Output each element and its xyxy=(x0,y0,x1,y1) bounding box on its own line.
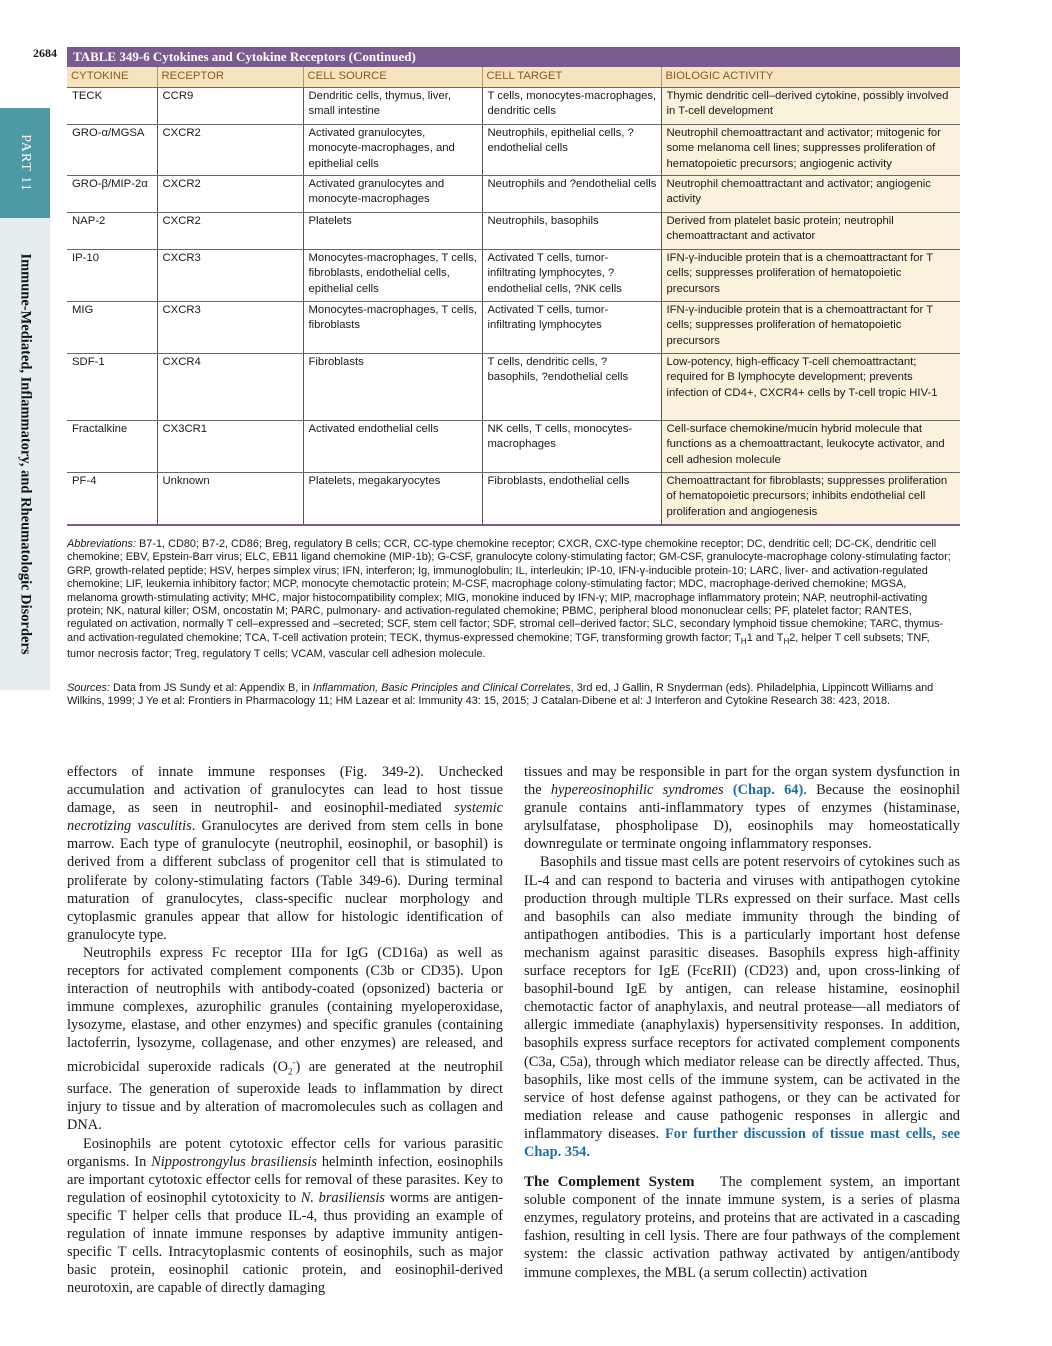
paragraph: Basophils and tissue mast cells are potent reservoirs of cytokines such as IL-4 and can respond to bacteria and viruses with antipathogen cytokine production through multiple TLRs expressed on their surface. Mast cells and basophils can also mediate immunity through the binding of antipathogen antibodies. This is a particularly important host defense mechanism against parasitic diseases. Basophils express high-affinity surface receptors for IgE (FcεRII) (CD23) and, upon cross-linking of basophil-bound IgE by antigen, can release histamine, eosinophil chemotactic factor of anaphylaxis, and neutral protease—all mediators of allergic immediate (anaphylaxis) hypersensitivity responses. In addition, basophils express surface receptors for activated complement components (C3a, C5a), through which mediator release can be directly affected. Thus, basophils, like most cells of the immune system, can be activated in the service of host defense against pathogens, or they can be activated for mediation release and cause pathogenic responses in allergic and inflammatory diseases. For further discussion of tissue mast cells, see Chap. 354. xyxy=(524,854,960,1160)
table-cell: CXCR2 xyxy=(157,125,303,176)
section-title: Immune-Mediated, Inflammatory, and Rheumatologic Disorders xyxy=(17,253,34,655)
column-header: CYTOKINE xyxy=(67,67,157,88)
table-cell: T cells, monocytes-macrophages, dendritic cells xyxy=(482,88,661,125)
chapter-link[interactable]: For further discussion of tissue mast cells, see Chap. 354. xyxy=(524,1125,960,1160)
table-cell: Thymic dendritic cell–derived cytokine, possibly involved in T-cell development xyxy=(661,88,960,125)
table-cell: Cell-surface chemokine/mucin hybrid molecule that functions as a chemoattractant, leukocyte activator, and cell adhesion molecule xyxy=(661,421,960,473)
table-row xyxy=(67,176,960,213)
table-cell: GRO-β/MIP-2α xyxy=(67,176,157,213)
table-row xyxy=(67,125,960,176)
left-column xyxy=(67,763,503,1297)
table-cell: CXCR3 xyxy=(157,250,303,302)
column-header: CELL SOURCE xyxy=(303,67,482,88)
page-number: 2684 xyxy=(33,46,57,60)
table-cell: Neutrophil chemoattractant and activator; angiogenic activity xyxy=(661,176,960,213)
paragraph: Eosinophils are potent cytotoxic effector cells for various parasitic organisms. In Nippostrongylus brasiliensis helminth infection, eosinophils are important cytotoxic effector cells for removal of these parasites. Key to regulation of eosinophil cytotoxicity to N. brasiliensis worms are antigen-specific T helper cells that produce IL-4, thus providing an example of regulation of innate immune responses by adaptive immunity antigen-specific T cells. Intracytoplasmic contents of eosinophils, such as major basic protein, eosinophil cationic protein, and eosinophil-derived neurotoxin, are capable of directly damaging xyxy=(67,1135,503,1297)
table-cell: TECK xyxy=(67,88,157,125)
table-cell: Activated T cells, tumor-infiltrating lymphocytes, ?endothelial cells, ?NK cells xyxy=(482,250,661,302)
table-cell: Neutrophil chemoattractant and activator; mitogenic for some melanoma cell lines; suppresses proliferation of hematopoietic precursors; angiogenic activity xyxy=(661,125,960,176)
table-cell: Monocytes-macrophages, T cells, fibroblasts xyxy=(303,302,482,354)
table-title: TABLE 349-6 Cytokines and Cytokine Receptors (Continued) xyxy=(67,47,960,67)
table-row xyxy=(67,213,960,250)
table-cell: CCR9 xyxy=(157,88,303,125)
paragraph: tissues and may be responsible in part for the organ system dysfunction in the hypereosinophilic syndromes (Chap. 64). Because the eosinophil granule contains anti-inflammatory types of enzymes (histaminase, arylsulfatase, phospholipase D), eosinophils may homeostatically downregulate or terminate ongoing inflammatory responses. xyxy=(524,764,961,853)
paragraph: The Complement System The complement system, an important soluble component of the innate immune system, is a series of plasma enzymes, regulatory proteins, and proteins that are activated in a cascading fashion, resulting in cell lysis. There are four pathways of the complement system: the classic activation pathway activated by antigen/antibody immune complexes, the MBL (a serum collectin) activation xyxy=(524,1174,960,1281)
table-cell: Activated T cells, tumor-infiltrating lymphocytes xyxy=(482,302,661,354)
table-row xyxy=(67,250,960,302)
table-grid xyxy=(67,67,960,526)
table-cell: Activated granulocytes, monocyte-macrophages, and epithelial cells xyxy=(303,125,482,176)
paragraph: Neutrophils express Fc receptor IIIa for IgG (CD16a) as well as receptors for activated complement components (C3b or CD35). Upon interaction of neutrophils with antibody-coated (opsonized) bacteria or immune complexes, azurophilic granules (containing myeloperoxidase, lysozyme, elastase, and other enzymes) and specific granules (containing lactoferrin, lysozyme, collagenase, and other enzymes) are released, and microbicidal superoxide radicals $(O_2^-)$ are generated at the neutrophil surface. The generation of superoxide leads to inflammation by direct injury to tissue and by alteration of macromolecules such as collagen and DNA. xyxy=(67,944,504,1134)
table-cell: SDF-1 xyxy=(67,354,157,421)
table-cell: CXCR2 xyxy=(157,213,303,250)
table-cell: Neutrophils, basophils xyxy=(482,213,661,250)
table-cell: IP-10 xyxy=(67,250,157,302)
right-column xyxy=(524,763,960,1282)
table-cell: Fractalkine xyxy=(67,421,157,473)
table-cell: Dendritic cells, thymus, liver, small intestine xyxy=(303,88,482,125)
table-cell: CXCR3 xyxy=(157,302,303,354)
table-row xyxy=(67,88,960,125)
table-cell: CX3CR1 xyxy=(157,421,303,473)
table-row xyxy=(67,421,960,473)
table-cell: Fibroblasts xyxy=(303,354,482,421)
table-cell: NK cells, T cells, monocytes-macrophages xyxy=(482,421,661,473)
table-cell: Chemoattractant for fibroblasts; suppresses proliferation of hematopoietic precursors; inhibits endothelial cell proliferation and angiogenesis xyxy=(661,473,960,525)
table-cell: CXCR4 xyxy=(157,354,303,421)
table-cell: CXCR2 xyxy=(157,176,303,213)
table-cell: Activated endothelial cells xyxy=(303,421,482,473)
table-cell: Platelets xyxy=(303,213,482,250)
column-header: BIOLOGIC ACTIVITY xyxy=(661,67,960,88)
paragraph: effectors of innate immune responses (Fig. 349-2). Unchecked accumulation and activation of granulocytes can lead to host tissue damage, as seen in neutrophil- and eosinophil-mediated systemic necrotizing vasculitis. Granulocytes are derived from stem cells in bone marrow. Each type of granulocyte (neutrophil, eosinophil, or basophil) is derived from a different subclass of progenitor cell that is stimulated to proliferate by colony-stimulating factors (Table 349-6). During terminal maturation of granulocytes, class-specific nuclear morphology and cytoplasmic granules appear that allow for histologic identification of granulocyte type. xyxy=(67,764,503,943)
table-cell: Platelets, megakaryocytes xyxy=(303,473,482,525)
table-header-row xyxy=(67,67,960,88)
chapter-link[interactable]: (Chap. 64) xyxy=(732,782,804,799)
table-row xyxy=(67,473,960,525)
table-sources: Sources: Data from JS Sundy et al: Appendix B, in Inflammation, Basic Principles and Clinical Correlates, 3rd ed, J Gallin, R Snyderman (eds). Philadelphia, Lippincott Williams and Wilkins, 1999; J Ye et al: Frontiers in Pharmacology 11; HM Lazear et al: Immunity 43: 15, 2015; J Catalan-Dibene et al: J Interferon and Cytokine Research 38: 423, 2018. xyxy=(67,682,934,708)
table-cell: Neutrophils and ?endothelial cells xyxy=(482,176,661,213)
table-cell: Neutrophils, epithelial cells, ?endothelial cells xyxy=(482,125,661,176)
table-row xyxy=(67,302,960,354)
table-cell: GRO-α/MGSA xyxy=(67,125,157,176)
table-cell: IFN-γ-inducible protein that is a chemoattractant for T cells; suppresses proliferation of hematopoietic precursors xyxy=(661,250,960,302)
table-cell: Monocytes-macrophages, T cells, fibroblasts, endothelial cells, epithelial cells xyxy=(303,250,482,302)
table-cell: Unknown xyxy=(157,473,303,525)
table-abbreviations: Abbreviations: B7-1, CD80; B7-2, CD86; Breg, regulatory B cells; CCR, CC-type chemokine receptor; CXCR, CXC-type chemokine receptor; DC, dendritic cell; DC-CK, dendritic cell chemokine; EBV, Epstein-Barr virus; ELC, EB11 ligand chemokine (MIP-1b); G-CSF, granulocyte colony-stimulating factor; GM-CSF, granulocyte-macrophage colony-stimulating factor; GRP, growth-related peptide; HSV, herpes simplex virus; IFN, interferon; Ig, immunoglobulin; IL, interleukin; IP-10, IFN-γ-inducible protein-10; LARC, liver- and activation-regulated chemokine; LIF, leukemia inhibitory factor; MCP, monocyte chemotactic protein; M-CSF, macrophage colony-stimulating factor; MDC, macrophage-derived chemokine; MGSA, melanoma growth-stimulating activity; MHC, major histocompatibility complex; MIG, monokine induced by IFN-γ; MIP, macrophage inflammatory protein; NAP, neutrophil-activating protein; NK, natural killer; OSM, oncostatin M; PARC, pulmonary- and activation-regulated chemokine; PBMC, peripheral blood mononuclear cells; PF, platelet factor; RANTES, regulated on activation, normally T cell–expressed and –secreted; SCF, stem cell factor; SDF, stromal cell–derived factor; SLC, secondary lymphoid tissue chemokine; TARC, thymus- and activation-regulated chemokine; TCA, T-cell activation protein; TECK, thymus-expressed chemokine; TGF, transforming growth factor; $T_H1$ and $T_H2$, helper T cell subsets; TNF, tumor necrosis factor; Treg, regulatory T cells; VCAM, vascular cell adhesion molecule. xyxy=(67,538,951,661)
table-cell: T cells, dendritic cells, ?basophils, ?endothelial cells xyxy=(482,354,661,421)
part-label: PART 11 xyxy=(18,134,33,192)
table-cell: MIG xyxy=(67,302,157,354)
table-cell: PF-4 xyxy=(67,473,157,525)
table-cell: NAP-2 xyxy=(67,213,157,250)
column-header: CELL TARGET xyxy=(482,67,661,88)
table-cell: Derived from platelet basic protein; neutrophil chemoattractant and activator xyxy=(661,213,960,250)
table-cell: Activated granulocytes and monocyte-macrophages xyxy=(303,176,482,213)
table-cell: Fibroblasts, endothelial cells xyxy=(482,473,661,525)
table-cell: Low-potency, high-efficacy T-cell chemoattractant; required for B lymphocyte development; prevents infection of CD4+, CXCR4+ cells by T-cell tropic HIV-1 xyxy=(661,354,960,421)
column-header: RECEPTOR xyxy=(157,67,303,88)
section-heading: The Complement System xyxy=(524,1174,695,1191)
table-cell: IFN-γ-inducible protein that is a chemoattractant for T cells; suppresses proliferation of hematopoietic precursors xyxy=(661,302,960,354)
cytokine-table xyxy=(67,47,960,526)
table-row xyxy=(67,354,960,421)
